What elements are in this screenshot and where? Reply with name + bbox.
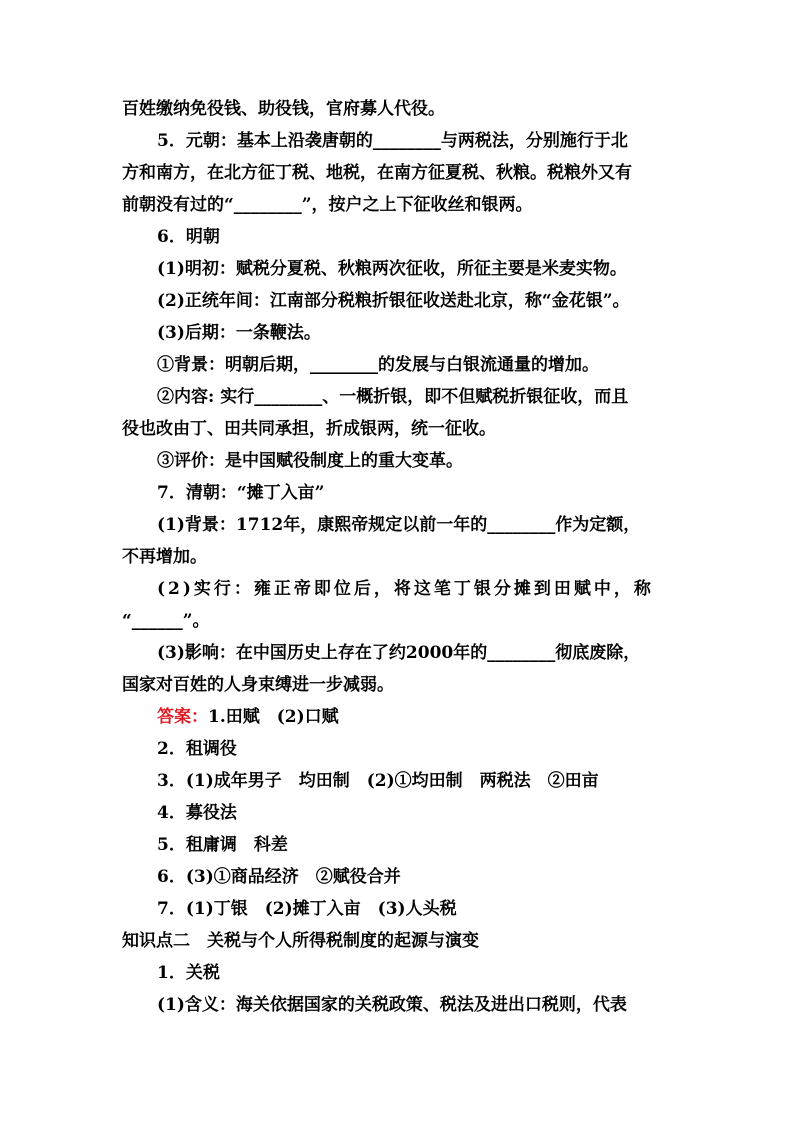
text-line: “______”。 <box>122 611 210 631</box>
text-line: (2)正统年间：江南部分税粮折银征收送赴北京，称“金花银”。 <box>157 291 630 311</box>
text-line: (1)含义：海关依据国家的关税政策、税法及进出口税则，代表 <box>157 995 627 1015</box>
text-line: 方和南方，在北方征丁税、地税，在南方征夏税、秋粮。税粮外又有 <box>122 163 632 183</box>
answer-label: 答案： <box>157 707 208 727</box>
text-line: (3)影响：在中国历史上存在了约2000年的________彻底废除， <box>157 643 641 663</box>
text-line: ②内容: 实行________、一概折银，即不但赋税折银征收，而且 <box>157 387 629 407</box>
text-line: 5．元朝：基本上沿袭唐朝的________与两税法，分别施行于北 <box>157 131 628 151</box>
answer-line: 5．租庸调 科差 <box>157 835 288 855</box>
section-title: 知识点二 关税与个人所得税制度的起源与演变 <box>122 931 479 951</box>
text-line: 7．清朝：“摊丁入亩” <box>157 483 325 503</box>
answer-line: 2．租调役 <box>157 739 237 759</box>
text-line: 国家对百姓的人身束缚进一步减弱。 <box>122 675 394 695</box>
text-line: 6．明朝 <box>157 227 220 247</box>
text-line: 役也改由丁、田共同承担，折成银两，统一征收。 <box>122 419 496 439</box>
text-line: ③评价：是中国赋役制度上的重大变革。 <box>157 451 463 471</box>
text-line: (1)背景：1712年，康熙帝规定以前一年的________作为定额， <box>157 515 641 535</box>
text-line: 前朝没有过的“________”，按户之上下征收丝和银两。 <box>122 195 533 215</box>
text-line: (2)实行：雍正帝即位后，将这笔丁银分摊到田赋中，称 <box>157 579 654 599</box>
text-line: ①背景：明朝后期，________的发展与白银流通量的增加。 <box>157 355 599 375</box>
answer-line: 3．(1)成年男子 均田制 (2)①均田制 两税法 ②田亩 <box>157 771 599 791</box>
answer-line: 6．(3)①商品经济 ②赋役合并 <box>157 867 401 887</box>
text-line: 百姓缴纳免役钱、助役钱，官府募人代役。 <box>122 99 445 119</box>
text-line: 1．关税 <box>157 963 220 983</box>
answer-line: 7．(1)丁银 (2)摊丁入亩 (3)人头税 <box>157 899 457 919</box>
answer-line: 4．募役法 <box>157 803 237 823</box>
answer-text: 1.田赋 (2)口赋 <box>208 707 339 727</box>
text-line: (1)明初：赋税分夏税、秋粮两次征收，所征主要是米麦实物。 <box>157 259 627 279</box>
text-line: (3)后期：一条鞭法。 <box>157 323 321 343</box>
answer-line <box>157 705 682 729</box>
text-line: 不再增加。 <box>122 547 207 567</box>
